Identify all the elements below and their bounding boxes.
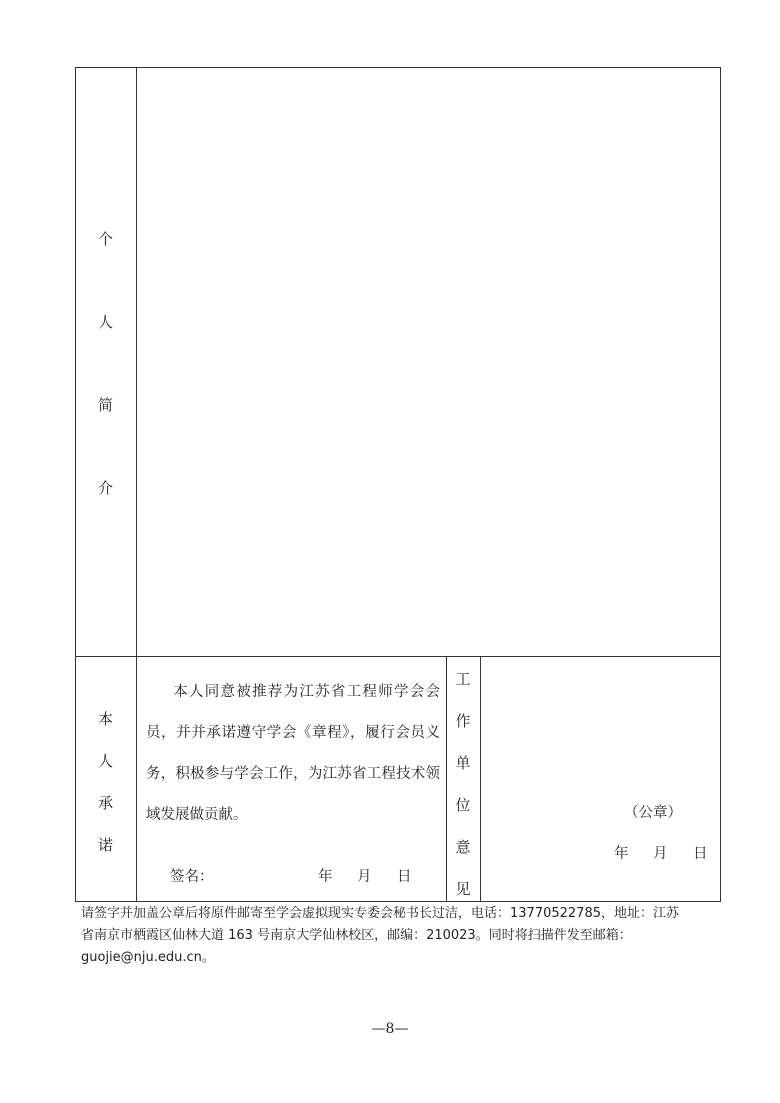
profile-label-char: 个 xyxy=(97,230,113,248)
employer-label-char: 作 xyxy=(455,712,471,730)
profile-label xyxy=(75,228,136,498)
profile-label-char: 人 xyxy=(97,313,113,331)
employer-opinion-label xyxy=(446,668,480,899)
pledge-label-char: 承 xyxy=(97,794,113,812)
employer-date-day: 日 xyxy=(693,846,708,862)
pledge-label-char: 本 xyxy=(97,710,113,728)
sign-label: 签名： xyxy=(170,869,214,885)
profile-label-char: 简 xyxy=(97,396,113,414)
note-line: 省南京市栖霞区仙林大道 163 号南京大学仙林校区，邮编：210023。同时将扫描件发至邮箱： xyxy=(81,928,632,943)
pledge-date-day: 日 xyxy=(397,869,412,885)
employer-date-month: 月 xyxy=(653,846,668,862)
pledge-date-year: 年 xyxy=(318,869,333,885)
pledge-date-month: 月 xyxy=(357,869,372,885)
pledge-text xyxy=(146,672,440,836)
pledge-label xyxy=(75,708,136,855)
submission-note xyxy=(81,903,711,969)
note-line: guojie@nju.edu.cn。 xyxy=(81,950,215,965)
profile-label-char: 介 xyxy=(97,479,113,497)
employer-opinion-area[interactable] xyxy=(481,657,720,797)
pledge-label-char: 诺 xyxy=(97,836,113,854)
employer-label-char: 单 xyxy=(455,754,471,772)
page-number: —8— xyxy=(371,1021,409,1037)
note-line: 请签字并加盖公章后将原件邮寄至学会虚拟现实专委会秘书长过洁，电话：13770522785，地址：江苏 xyxy=(81,906,679,921)
signature-field[interactable] xyxy=(215,860,310,886)
profile-content-area[interactable] xyxy=(137,68,720,655)
employer-label-char: 工 xyxy=(455,670,471,688)
employer-label-char: 位 xyxy=(455,796,471,814)
employer-date-year: 年 xyxy=(614,846,629,862)
employer-label-char: 意 xyxy=(455,838,471,856)
pledge-text-content: 本人同意被推荐为江苏省工程师学会会员，并并承诺遵守学会《章程》，履行会员义务，积极参与学会工作，为江苏省工程技术领域发展做贡献。 xyxy=(146,684,440,823)
seal-label: （公章） xyxy=(624,805,682,821)
employer-label-char: 见 xyxy=(455,880,471,898)
pledge-label-char: 人 xyxy=(97,752,113,770)
